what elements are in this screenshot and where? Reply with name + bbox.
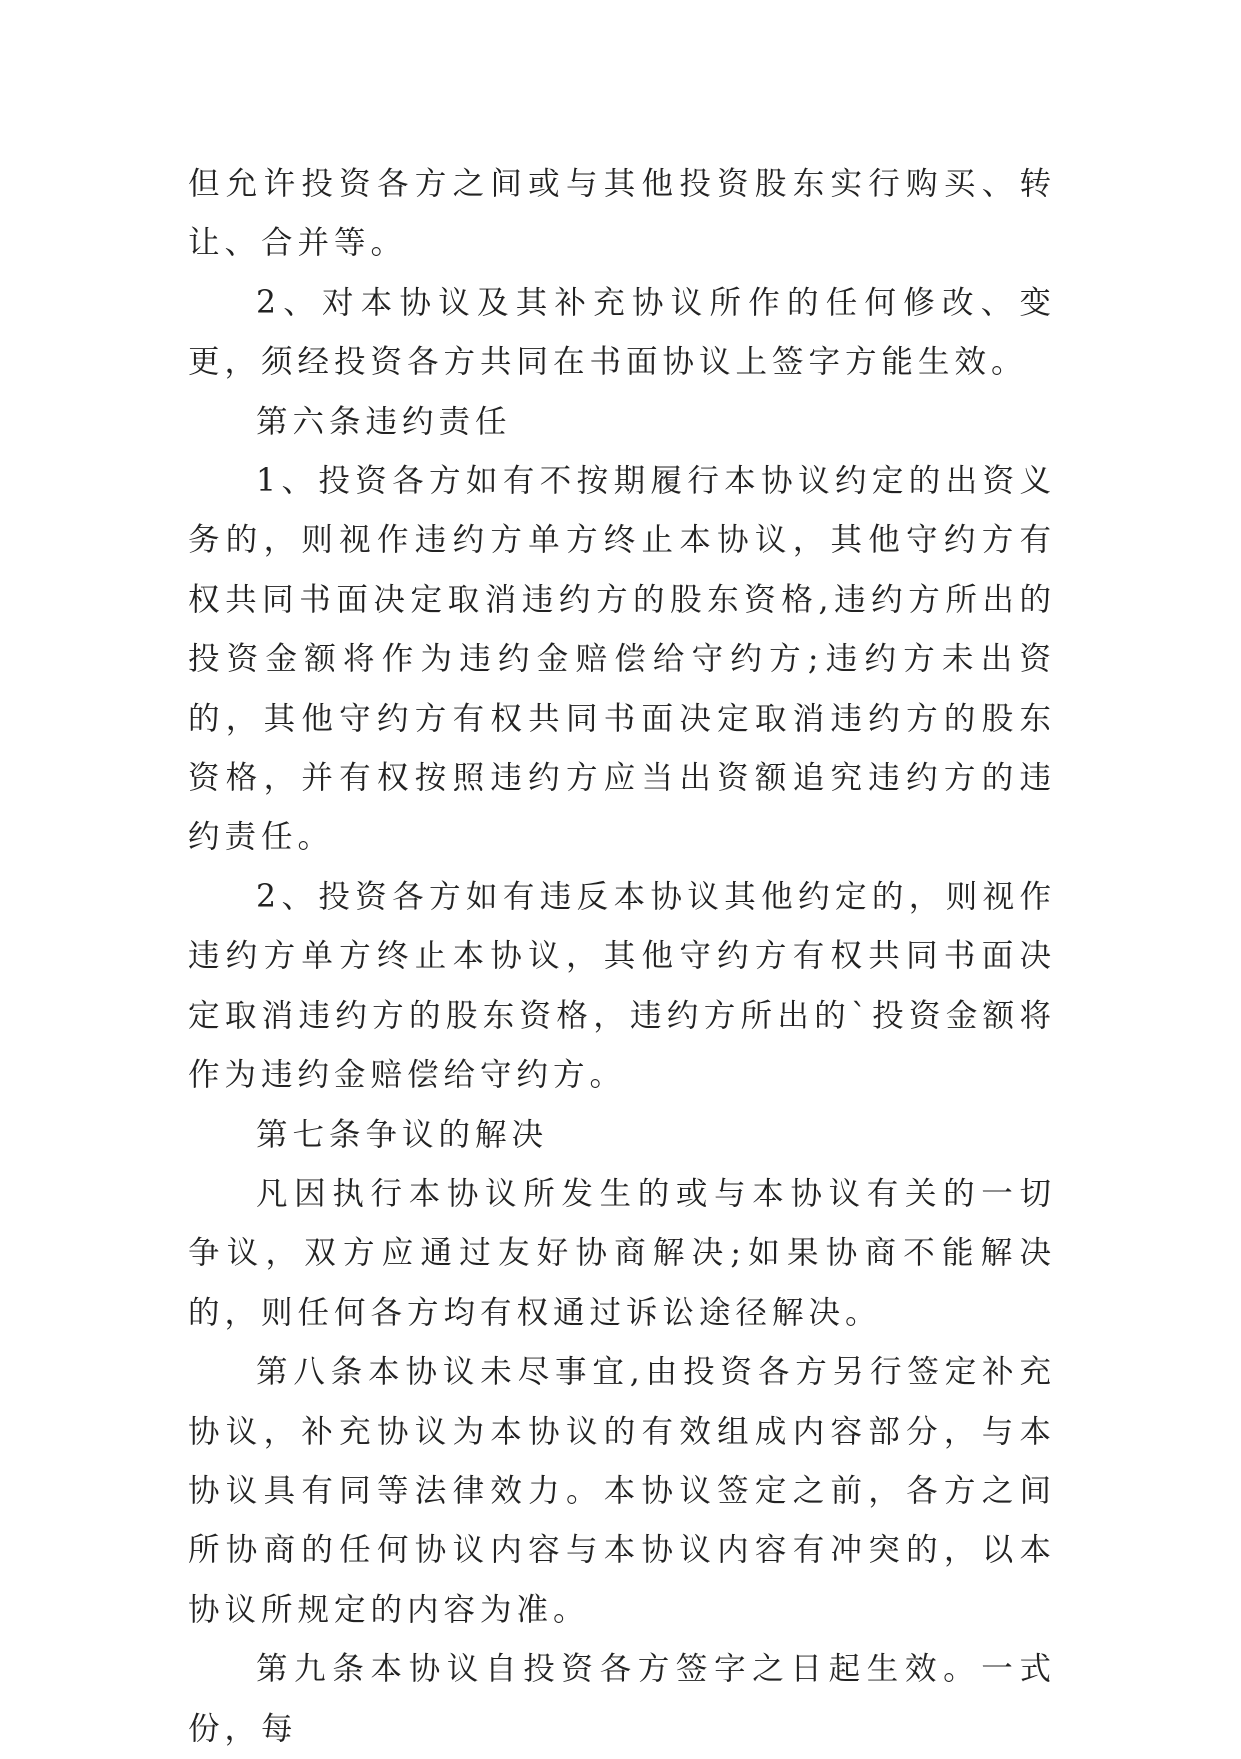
paragraph-article-7-body: 凡因执行本协议所发生的或与本协议有关的一切争议，双方应通过友好协商解决;如果协商不能解决的，则任何各方均有权通过诉讼途径解决。: [188, 1175, 1056, 1331]
section-heading-article-6: 第六条违约责任: [256, 403, 512, 440]
document-body: [188, 155, 1056, 1759]
paragraph-article-6-clause-1: 1、投资各方如有不按期履行本协议约定的出资义务的，则视作违约方单方终止本协议，其他守约方有权共同书面决定取消违约方的股东资格,违约方所出的投资金额将作为违约金赔偿给守约方;违约方未出资的，其他守约方有权共同书面决定取消违约方的股东资格，并有权按照违约方应当出资额追究违约方的违约责任。: [188, 463, 1056, 856]
paragraph-article-8: 第八条本协议未尽事宜,由投资各方另行签定补充协议，补充协议为本协议的有效组成内容部分，与本协议具有同等法律效力。本协议签定之前，各方之间所协商的任何协议内容与本协议内容有冲突的，以本协议所规定的内容为准。: [188, 1354, 1056, 1628]
paragraph-article-9: 第九条本协议自投资各方签字之日起生效。一式份，每: [188, 1651, 1056, 1747]
paragraph-clause-2-amendment: 2、对本协议及其补充协议所作的任何修改、变更，须经投资各方共同在书面协议上签字方能生效。: [188, 284, 1056, 381]
paragraph-continuation: 但允许投资各方之间或与其他投资股东实行购买、转让、合并等。: [188, 166, 1056, 262]
paragraph-article-6-clause-2: 2、投资各方如有违反本协议其他约定的，则视作违约方单方终止本协议，其他守约方有权共同书面决定取消违约方的股东资格，违约方所出的`投资金额将作为违约金赔偿给守约方。: [188, 878, 1056, 1094]
section-heading-article-7: 第七条争议的解决: [256, 1116, 549, 1153]
